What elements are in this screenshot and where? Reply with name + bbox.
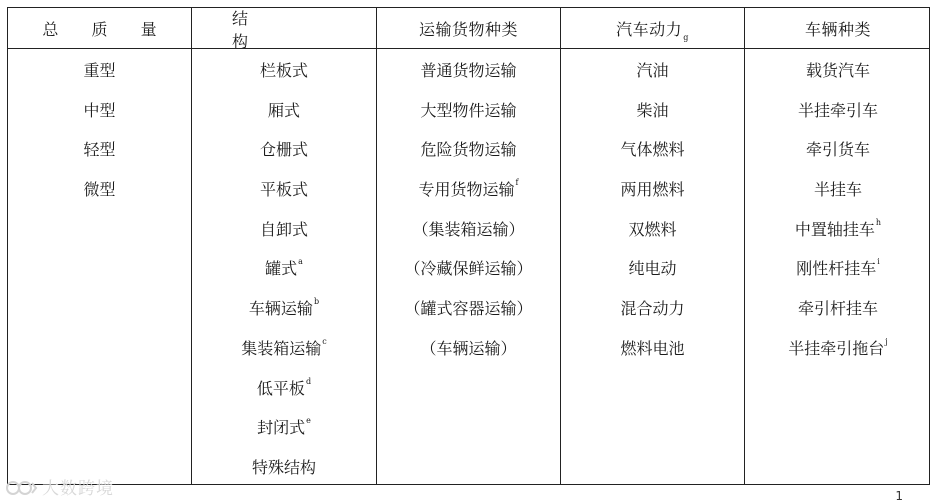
- table-cell: [561, 289, 744, 329]
- cell-text: （集装箱运输）: [412, 219, 525, 239]
- table-cell: [561, 51, 744, 91]
- cell-text: 两用燃料: [620, 180, 685, 200]
- list-vehicle-type: [745, 49, 931, 369]
- table-cell: [561, 329, 744, 369]
- table-cell: [745, 170, 931, 210]
- column-cargo-type: [376, 8, 560, 484]
- table-cell: [745, 210, 931, 250]
- list-structure: [192, 49, 376, 488]
- cell-text: 中型: [83, 100, 116, 120]
- footnote-marker: j: [885, 336, 888, 346]
- table-cell: [745, 249, 931, 289]
- table-cell: [745, 329, 931, 369]
- cell-text: 载货汽车: [805, 61, 870, 80]
- table-cell: [377, 210, 560, 250]
- table-cell: [745, 51, 931, 91]
- cell-text: 封闭式: [257, 418, 306, 438]
- cell-text: 中置轴挂车: [794, 219, 875, 239]
- cell-text: 重型: [83, 61, 116, 80]
- table-cell: [192, 210, 376, 250]
- table-cell: [192, 91, 376, 131]
- watermark-text: 大数跨境: [42, 479, 114, 499]
- cell-text: 气体燃料: [620, 140, 685, 160]
- footnote-marker: e: [306, 416, 311, 426]
- classification-table: [7, 7, 930, 485]
- table-cell: [377, 130, 560, 170]
- table-cell: [561, 91, 744, 131]
- table-cell: [8, 51, 191, 91]
- cell-text: 双燃料: [628, 219, 677, 239]
- table-cell: [192, 130, 376, 170]
- table-cell: [192, 51, 376, 91]
- table-cell: [745, 289, 931, 329]
- header-power-label: 汽车动力: [616, 20, 683, 39]
- header-structure: 结 构: [232, 8, 289, 51]
- table-cell: [377, 91, 560, 131]
- table-cell: [192, 329, 376, 369]
- dashuju-logo-icon: [6, 479, 38, 497]
- cell-text: 栏板式: [259, 61, 308, 80]
- cell-text: 纯电动: [628, 259, 677, 279]
- header-divider: [8, 8, 929, 49]
- table-cell: [192, 289, 376, 329]
- cell-text: 集装箱运输: [241, 338, 322, 358]
- table-cell: [561, 210, 744, 250]
- table-cell: [8, 130, 191, 170]
- table-cell: [192, 249, 376, 289]
- cell-text: 危险货物运输: [420, 140, 517, 160]
- cell-text: 混合动力: [620, 299, 685, 319]
- list-power: [561, 49, 744, 369]
- footnote-marker: h: [875, 217, 882, 227]
- table-cell: [377, 249, 560, 289]
- cell-text: 普通货物运输: [420, 61, 517, 80]
- cell-text: 微型: [83, 180, 116, 200]
- footnote-marker: d: [305, 376, 312, 386]
- column-structure: [191, 8, 376, 484]
- table-cell: [377, 170, 560, 210]
- cell-text: 专用货物运输: [418, 180, 515, 200]
- header-cargo-type: 运输货物种类: [418, 20, 518, 39]
- cell-text: 特殊结构: [251, 457, 316, 477]
- page-number: 1: [895, 489, 903, 503]
- table-cell: [561, 249, 744, 289]
- table-cell: [561, 170, 744, 210]
- cell-text: 半挂车: [813, 180, 862, 200]
- cell-text: （冷藏保鲜运输）: [404, 259, 533, 279]
- table-cell: [377, 329, 560, 369]
- cell-text: 轻型: [83, 140, 116, 160]
- cell-text: 大型物件运输: [420, 100, 517, 120]
- cell-text: 刚性杆挂车: [796, 259, 877, 279]
- header-total-mass: 总 质 量: [42, 20, 171, 39]
- cell-text: 罐式: [265, 259, 298, 279]
- table-cell: [377, 289, 560, 329]
- cell-text: 车辆运输: [248, 299, 313, 319]
- cell-text: 半挂牵引车: [797, 100, 878, 120]
- list-cargo-type: [377, 49, 560, 369]
- list-total-mass: [8, 49, 191, 210]
- footnote-marker: i: [877, 257, 880, 267]
- watermark: [6, 474, 114, 499]
- cell-text: 牵引货车: [805, 140, 870, 160]
- footnote-marker: a: [298, 257, 303, 267]
- table-cell: [192, 448, 376, 488]
- table-cell: [192, 369, 376, 409]
- cell-text: 平板式: [259, 180, 308, 200]
- cell-text: 低平板: [256, 378, 305, 398]
- table-cell: [377, 51, 560, 91]
- table-cell: [192, 408, 376, 448]
- footnote-marker: f: [515, 178, 519, 188]
- cell-text: 牵引杆挂车: [797, 299, 878, 319]
- column-vehicle-type: [744, 8, 931, 484]
- table-cell: [745, 130, 931, 170]
- footnote-marker: c: [322, 336, 327, 346]
- cell-text: 半挂牵引拖台: [788, 338, 885, 358]
- cell-text: 柴油: [636, 100, 669, 120]
- footnote-marker: g: [683, 32, 689, 42]
- table-cell: [561, 130, 744, 170]
- column-total-mass: [8, 8, 191, 484]
- cell-text: 汽油: [636, 61, 669, 80]
- column-power: [560, 8, 744, 484]
- cell-text: 自卸式: [259, 219, 308, 239]
- cell-text: 厢式: [267, 100, 300, 120]
- table-cell: [8, 170, 191, 210]
- cell-text: （罐式容器运输）: [404, 299, 533, 319]
- table-cell: [745, 91, 931, 131]
- cell-text: （车辆运输）: [420, 338, 517, 358]
- table-cell: [8, 91, 191, 131]
- footnote-marker: b: [313, 297, 320, 307]
- cell-text: 仓栅式: [259, 140, 308, 160]
- cell-text: 燃料电池: [620, 338, 685, 358]
- header-vehicle-type: 车辆种类: [804, 20, 871, 39]
- table-cell: [192, 170, 376, 210]
